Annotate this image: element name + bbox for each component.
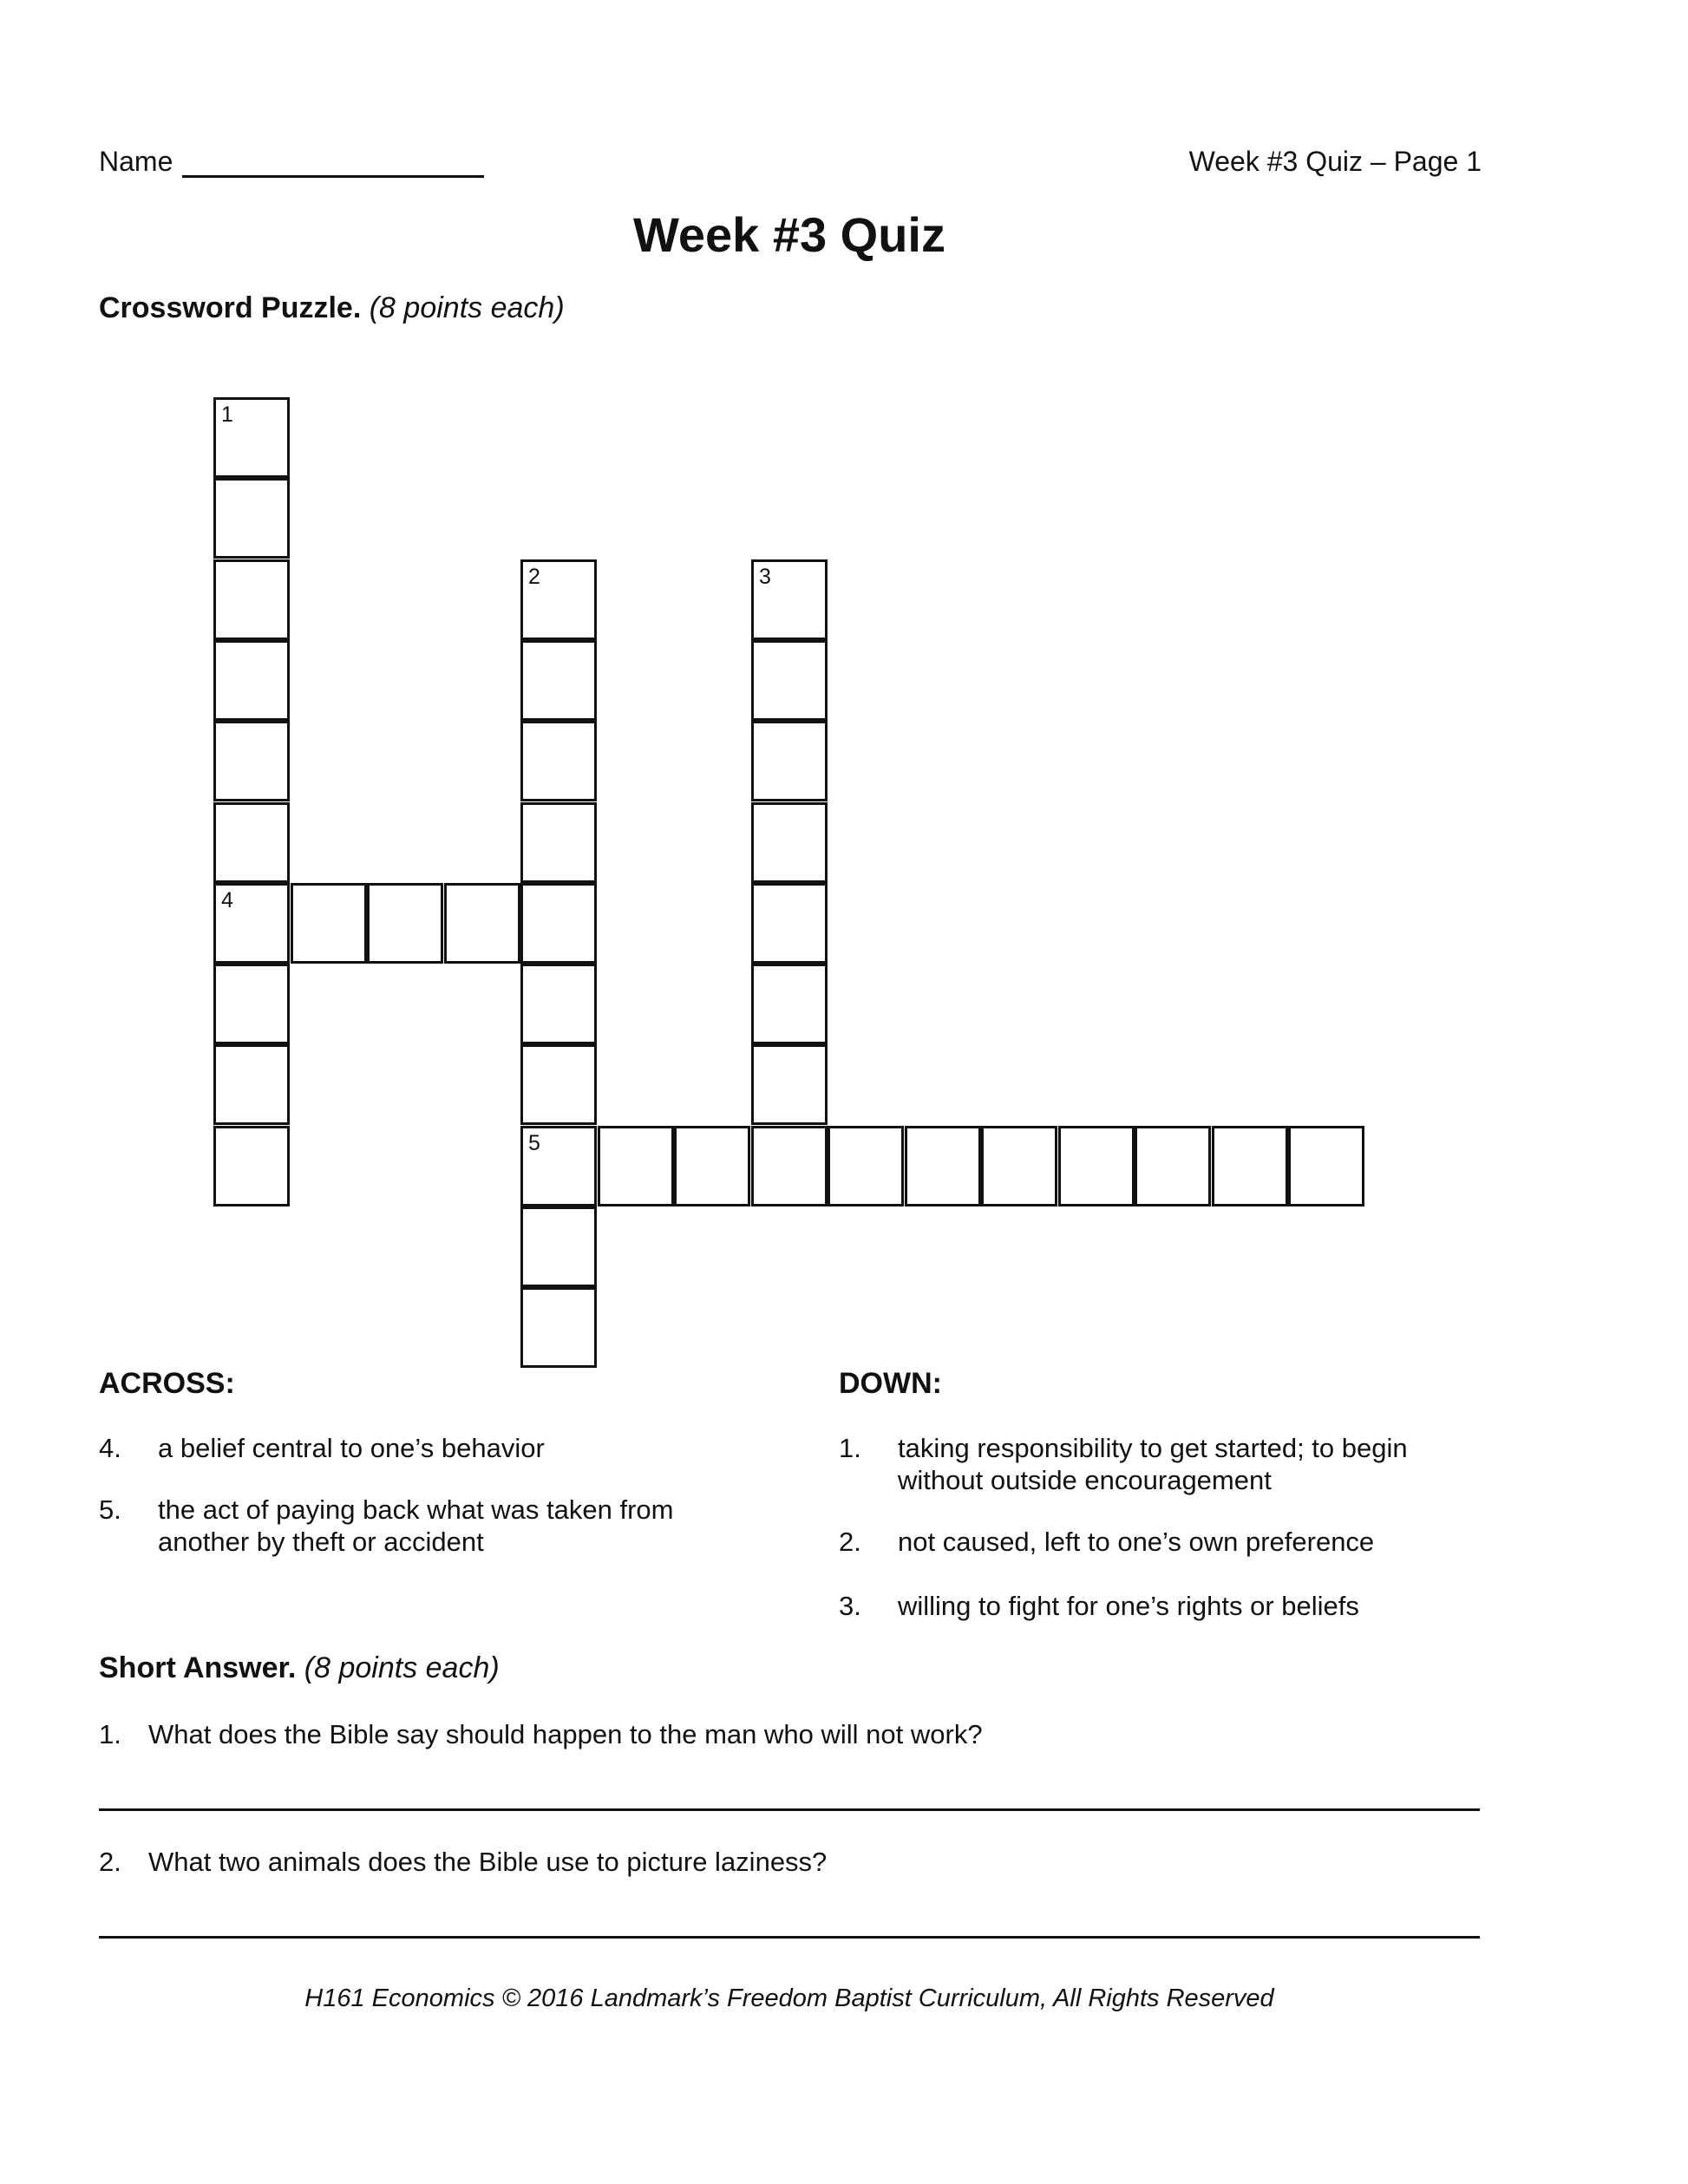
clue-number: 1. <box>839 1433 861 1463</box>
crossword-cell[interactable] <box>828 1126 904 1206</box>
question-text: What does the Bible say should happen to the man who will not work? <box>148 1719 983 1749</box>
crossword-cell[interactable] <box>751 883 828 964</box>
short-answer-heading <box>99 1651 500 1685</box>
crossword-cell[interactable] <box>213 640 290 721</box>
crossword-cell[interactable] <box>367 883 443 964</box>
crossword-cell[interactable] <box>520 1206 597 1287</box>
crossword-cell-number: 3 <box>759 565 771 589</box>
crossword-cell[interactable] <box>213 1044 290 1125</box>
crossword-cell[interactable] <box>520 1287 597 1368</box>
question-1 <box>99 1719 1400 1754</box>
name-label: Name <box>99 146 173 177</box>
down-heading: DOWN: <box>839 1367 942 1400</box>
crossword-cell[interactable] <box>751 802 828 883</box>
crossword-cell[interactable] <box>213 883 290 964</box>
clue-number: 3. <box>839 1591 861 1621</box>
crossword-cell[interactable] <box>1288 1126 1364 1206</box>
across-heading: ACROSS: <box>99 1367 235 1400</box>
crossword-heading-label: Crossword Puzzle. <box>99 291 362 324</box>
across-clue-5 <box>99 1494 793 1563</box>
crossword-cell[interactable] <box>905 1126 981 1206</box>
crossword-cell[interactable] <box>213 559 290 640</box>
crossword-cell[interactable] <box>520 964 597 1044</box>
clue-text: willing to fight for one’s rights or beliefs <box>898 1591 1359 1621</box>
crossword-cell[interactable] <box>520 721 597 801</box>
answer-line-2[interactable] <box>99 1936 1480 1939</box>
question-number: 1. <box>99 1719 121 1749</box>
crossword-cell[interactable] <box>981 1126 1057 1206</box>
short-answer-points: (8 points each) <box>304 1651 500 1684</box>
down-clue-1 <box>839 1432 1533 1501</box>
crossword-cell[interactable] <box>751 640 828 721</box>
crossword-cell[interactable] <box>520 640 597 721</box>
down-clue-3 <box>839 1590 1533 1625</box>
crossword-cell[interactable] <box>291 883 367 964</box>
across-clue-4 <box>99 1432 793 1467</box>
crossword-cell[interactable] <box>598 1126 674 1206</box>
clue-text: taking responsibility to get started; to begin without outside encouragement <box>898 1433 1408 1495</box>
crossword-cell[interactable] <box>213 721 290 801</box>
clue-number: 4. <box>99 1433 121 1463</box>
clue-number: 5. <box>99 1494 121 1525</box>
crossword-cell[interactable] <box>674 1126 750 1206</box>
clue-number: 2. <box>839 1527 861 1557</box>
crossword-cell[interactable] <box>213 964 290 1044</box>
crossword-cell[interactable] <box>1135 1126 1211 1206</box>
answer-line-1[interactable] <box>99 1808 1480 1811</box>
crossword-cell[interactable] <box>751 964 828 1044</box>
crossword-cell[interactable] <box>520 1126 597 1206</box>
crossword-points: (8 points each) <box>369 291 565 324</box>
crossword-cell[interactable] <box>213 478 290 559</box>
crossword-cell-number: 1 <box>221 402 233 427</box>
crossword-cell[interactable] <box>520 802 597 883</box>
crossword-cell[interactable] <box>213 397 290 478</box>
crossword-cell-number: 5 <box>528 1131 540 1155</box>
short-answer-heading-label: Short Answer. <box>99 1651 297 1684</box>
clue-text: the act of paying back what was taken from another by theft or accident <box>158 1494 674 1557</box>
crossword-cell[interactable] <box>751 721 828 801</box>
crossword-cell[interactable] <box>520 559 597 640</box>
crossword-cell[interactable] <box>751 1126 828 1206</box>
crossword-cell[interactable] <box>751 1044 828 1125</box>
clue-text: a belief central to one’s behavior <box>158 1433 545 1463</box>
crossword-cell[interactable] <box>520 883 597 964</box>
crossword-cell[interactable] <box>751 559 828 640</box>
down-clue-2 <box>839 1526 1533 1560</box>
question-2 <box>99 1847 1400 1881</box>
crossword-cell[interactable] <box>213 802 290 883</box>
clue-text: not caused, left to one’s own preference <box>898 1527 1375 1557</box>
page-title: Week #3 Quiz <box>632 207 945 262</box>
crossword-cell[interactable] <box>213 1126 290 1206</box>
crossword-cell[interactable] <box>444 883 520 964</box>
crossword-heading <box>99 291 565 325</box>
question-text: What two animals does the Bible use to picture laziness? <box>148 1847 828 1877</box>
crossword-cell-number: 4 <box>221 888 233 912</box>
crossword-cell[interactable] <box>1058 1126 1135 1206</box>
footer-copyright: H161 Economics © 2016 Landmark’s Freedom Baptist Curriculum, All Rights Reserved <box>304 1985 1274 2012</box>
crossword-cell[interactable] <box>520 1044 597 1125</box>
crossword-cell[interactable] <box>1212 1126 1288 1206</box>
page-label: Week #3 Quiz – Page 1 <box>1188 146 1482 177</box>
crossword-cell-number: 2 <box>528 565 540 589</box>
name-blank-line[interactable] <box>182 175 484 178</box>
question-number: 2. <box>99 1847 121 1877</box>
